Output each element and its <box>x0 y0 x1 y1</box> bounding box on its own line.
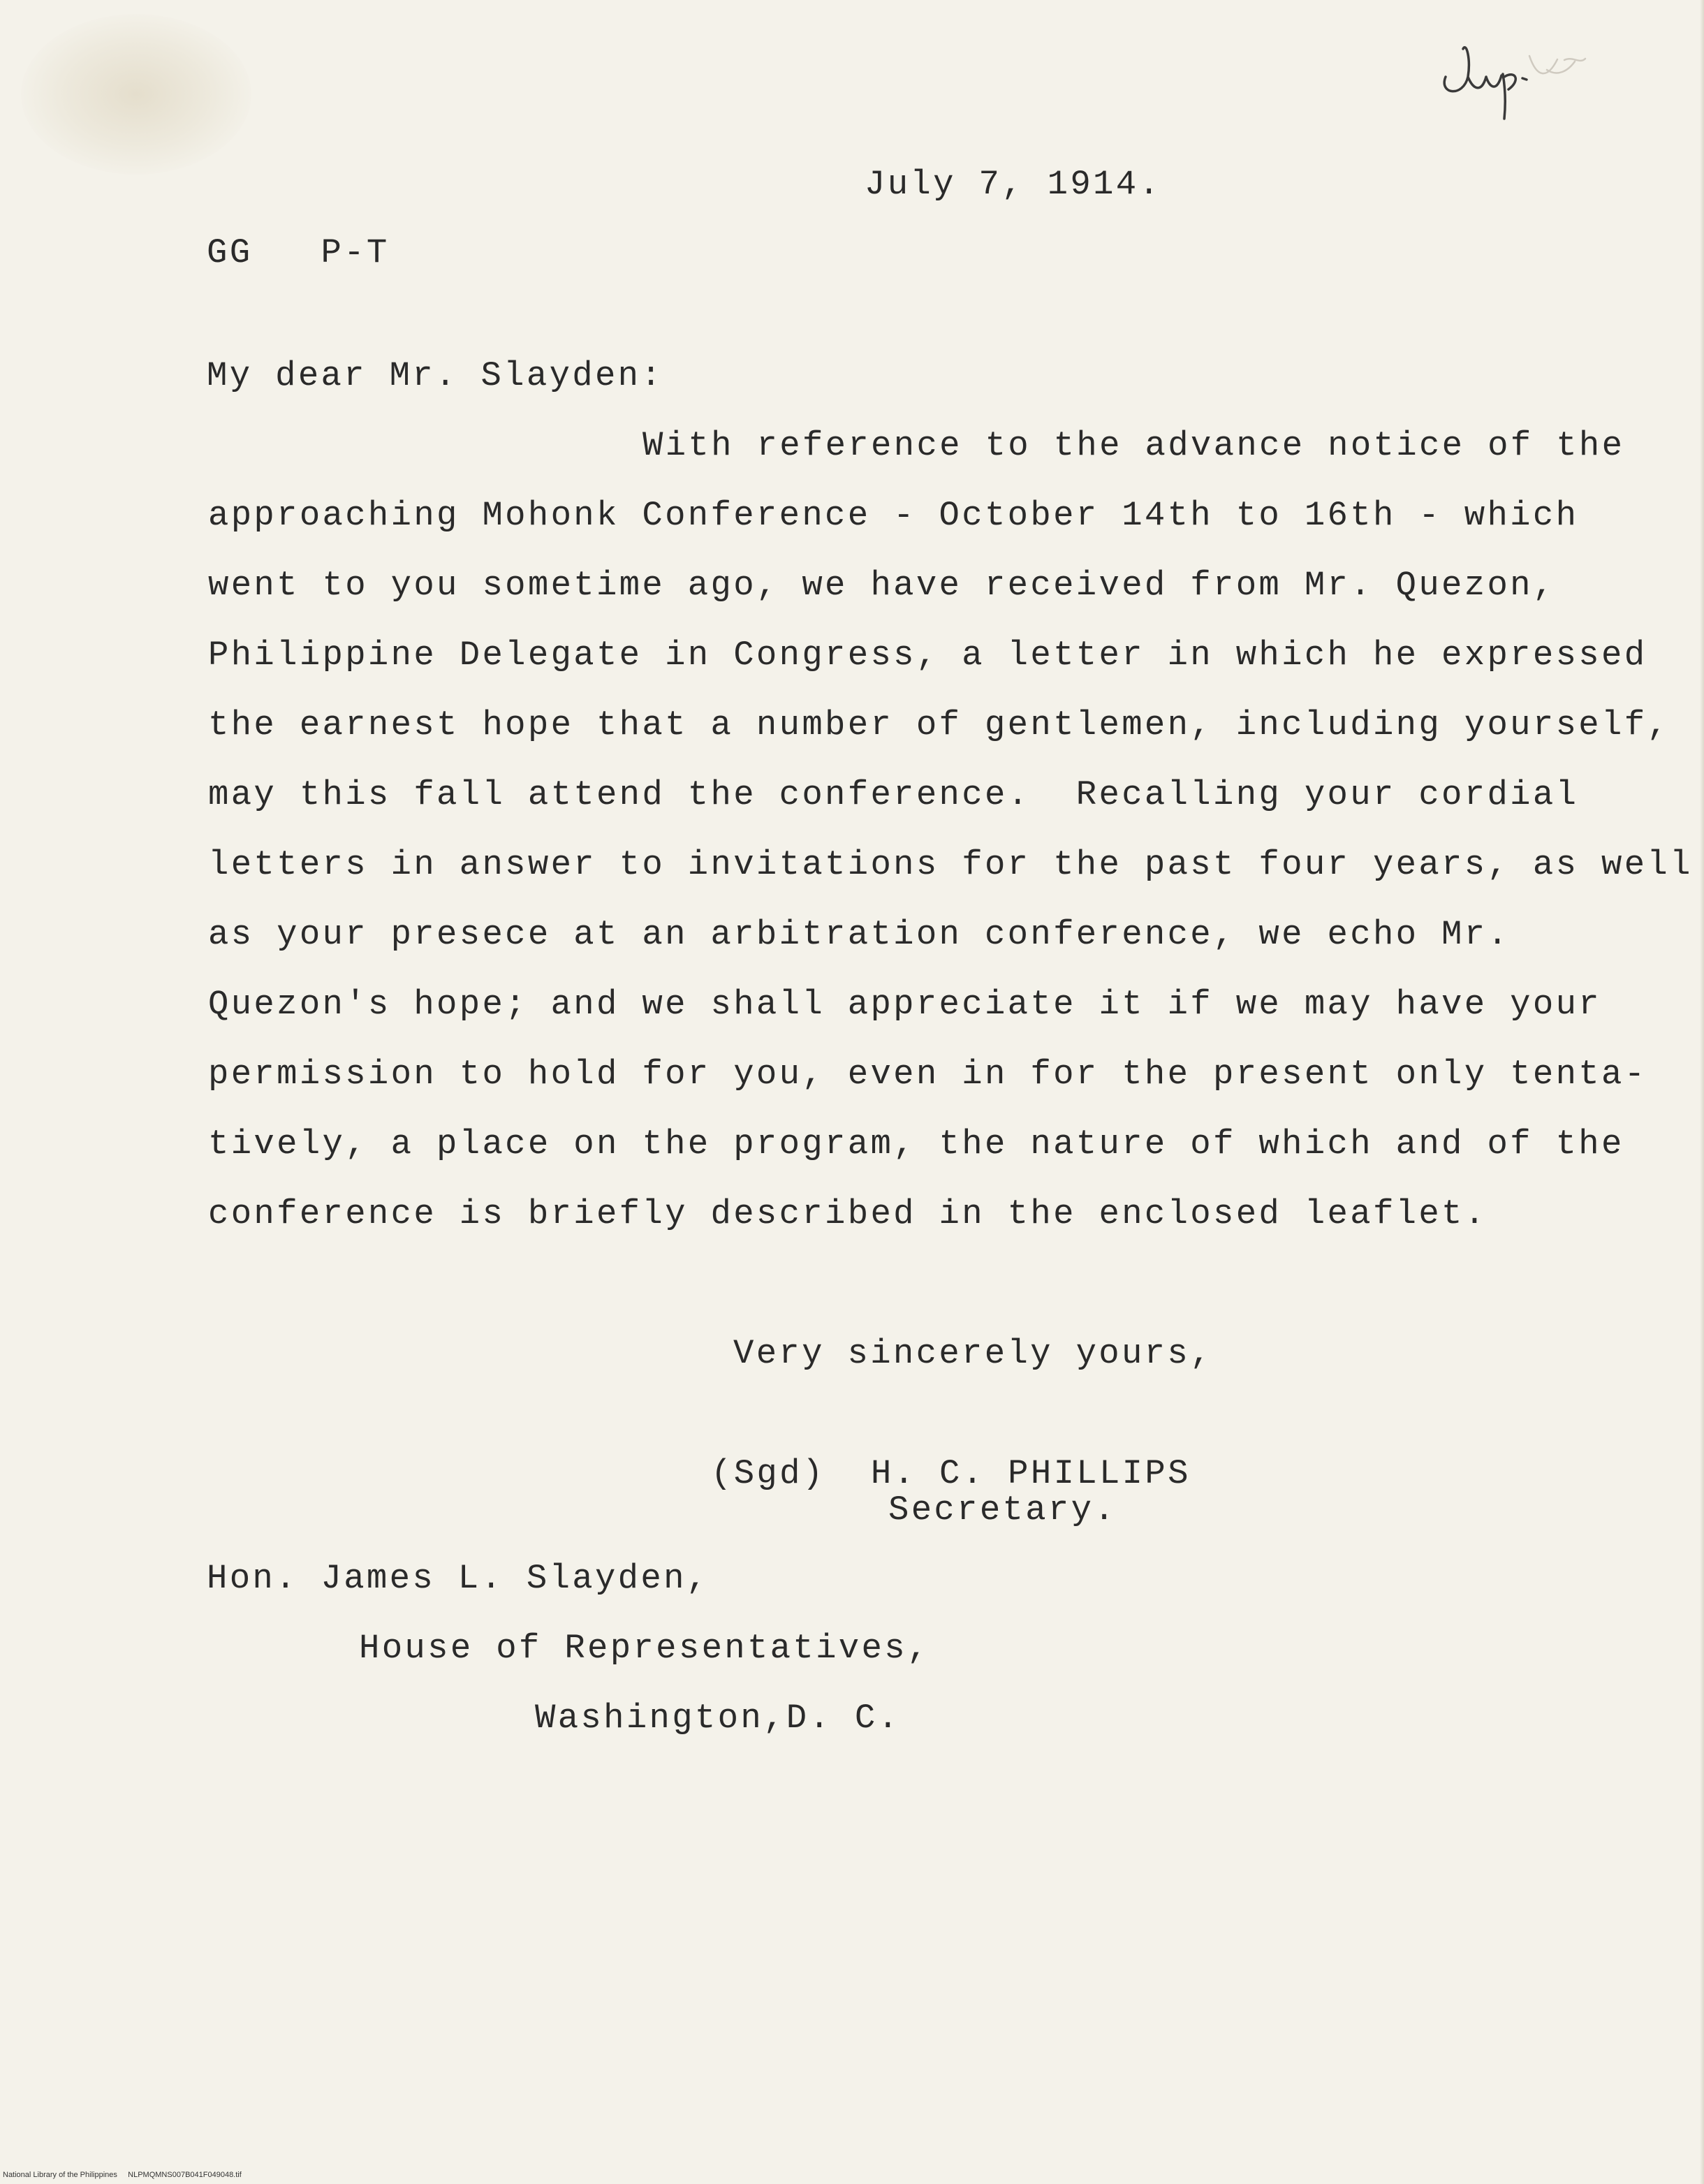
body-line: conference is briefly described in the enclosed leaflet. <box>208 1194 1488 1233</box>
body-line: may this fall attend the conference. Recalling your cordial <box>208 775 1579 814</box>
file-code: GG P-T <box>207 233 390 272</box>
body-line: as your presece at an arbitration conference, we echo Mr. <box>208 915 1511 954</box>
signature: (Sgd) H. C. PHILLIPS <box>711 1454 1191 1493</box>
page-edge-shadow <box>1700 0 1704 2184</box>
archive-footer: National Library of the Philippines NLPMQMNS007B041F049048.tif <box>3 2171 242 2179</box>
handwritten-annotation <box>1425 28 1592 126</box>
recipient-city: Washington,D. C. <box>535 1699 901 1738</box>
body-line: With reference to the advance notice of the <box>642 426 1625 465</box>
body-line: tively, a place on the program, the nature of which and of the <box>208 1124 1624 1164</box>
body-line: approaching Mohonk Conference - October 14th to 16th - which <box>208 496 1579 535</box>
body-line: letters in answer to invitations for the past four years, as well <box>208 845 1693 884</box>
signer-title: Secretary. <box>888 1490 1117 1530</box>
letter-date: July 7, 1914. <box>865 165 1162 204</box>
body-line: Quezon's hope; and we shall appreciate it if we may have your <box>208 985 1601 1024</box>
recipient-name: Hon. James L. Slayden, <box>207 1559 710 1598</box>
body-line: went to you sometime ago, we have received from Mr. Quezon, <box>208 566 1556 605</box>
recipient-office: House of Representatives, <box>359 1629 930 1668</box>
body-line: permission to hold for you, even in for the present only tenta- <box>208 1055 1647 1094</box>
paper-stain <box>21 14 251 175</box>
body-line: Philippine Delegate in Congress, a letter in which he expressed <box>208 636 1647 675</box>
closing: Very sincerely yours, <box>733 1334 1213 1373</box>
salutation: My dear Mr. Slayden: <box>207 356 664 395</box>
body-line: the earnest hope that a number of gentlemen, including yourself, <box>208 705 1670 745</box>
